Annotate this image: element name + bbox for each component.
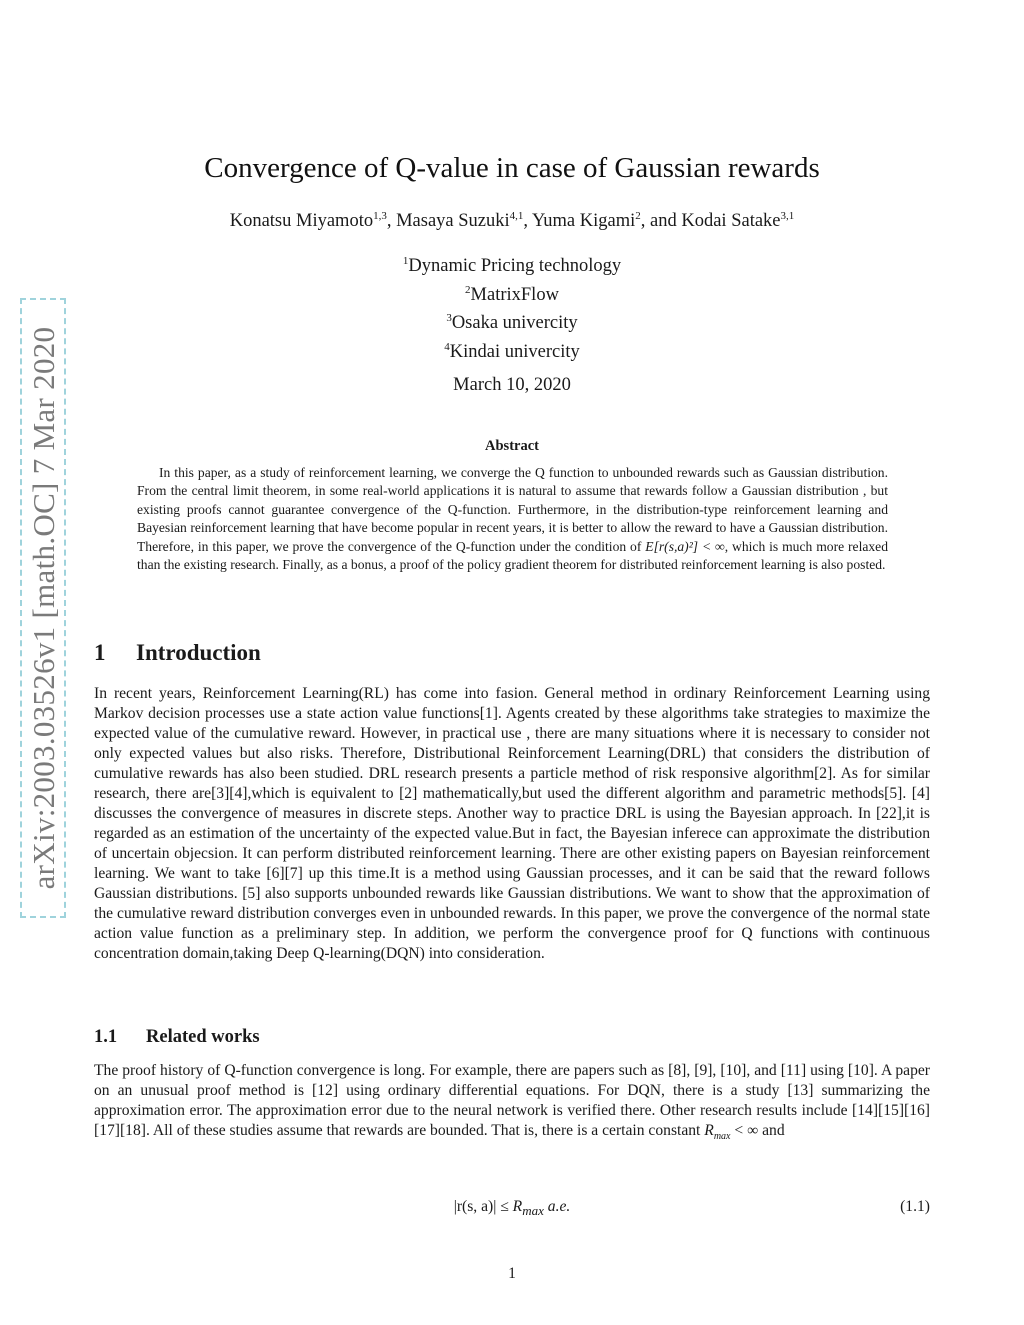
affiliation: $^2$MatrixFlow [465,283,559,305]
page-number: 1 [508,1265,516,1282]
introduction-paragraph: In recent years, Reinforcement Learning(RL) has come into fasion. General method in ordinary Reinforcement Learning using Markov decision processes use a state action value functions[1]. Agents created by these algorithms take strategies to maximize the expected value of the cumulative reward. However, in practical use , there are many situations where it is necessary to consider not only expected values but also risks. Therefore, Distributional Reinforcement Learning(DRL) that considers the distribution of cumulative rewards has also been studied. DRL research presents a particle method of risk responsive algorithm[2]. As for similar research, there are[3][4],which is equivalent to [2] mathematically,but used the different algorithm and parametric methods[5]. [4] discusses the convergence of measures in discrete steps. Another way to practice DRL is using the Bayesian approach. In [22],it is regarded as an estimation of the uncertainty of the expected value.But in fact, the Bayesian inferece can approximate the distribution of uncertain objecsion. It can perform distributed reinforcement learning. There are other existing papers on Bayesian reinforcement learning. We want to take [6][7] up this time.It is a method using Gaussian processes, and it can be said that the reward follows Gaussian distributions. [5] also supports unbounded rewards like Gaussian distributions. We want to show that the approximation of the cumulative reward distribution converges even in unbounded rewards. In this paper, we prove the convergence of the normal state action value function as a preliminary step. In addition, we perform the convergence proof for Q functions with continuous concentration domain,taking Deep Q-learning(DQN) into consideration. [94,685,930,962]
section-heading-related-works: 1.1 Related works [94,1027,260,1047]
affiliation-list [0,250,1024,365]
author: Masaya Suzuki$^{4,1}$ [396,210,524,232]
affiliation: $^4$Kindai univercity [444,340,580,363]
arxiv-stamp[interactable]: arXiv:2003.03526v1 [math.OC] 7 Mar 2020 [26,326,61,890]
abstract-text: In this paper, as a study of reinforcement learning, we converge the Q function to unbounded rewards such as Gaussian distribution. From the central limit theorem, in some real-world applications it is natural to assume that rewards follow a Gaussian distribution , but existing proofs cannot guarantee convergence of the Q-function. Furthermore, in the distribution-type reinforcement learning and Bayesian reinforcement learning that have become popular in recent years, it is better to allow the reward to have a Gaussian distribution. Therefore, in this paper, we prove the convergence of the Q-function under the condition of E[r(s,a)²] < ∞, which is much more relaxed than the existing research. Finally, as a bonus, a proof of the policy gradient theorem for distributed reinforcement learning is also posted. [137,465,889,573]
author: Yuma Kigami$^2$ [531,210,641,232]
paper-date: March 10, 2020 [453,375,571,395]
author: Kodai Satake$^{3,1}$ [681,210,795,232]
abstract-heading: Abstract [485,438,539,454]
affiliation: $^1$Dynamic Pricing technology [402,255,622,277]
paper-title: Convergence of Q-value in case of Gaussian rewards [204,152,820,184]
inline-math: $R_{max}$ < ∞ [704,1122,759,1143]
inline-math: E[r(s,a)²] < ∞ [645,538,725,554]
author-list: Konatsu Miyamoto$^{1,3}$, Masaya Suzuki$^{4,1}$, Yuma Kigami$^2$, and Kodai Satake$^{3,1}$ [229,210,795,232]
author: Konatsu Miyamoto$^{1,3}$ [229,210,387,232]
equation-number: (1.1) [900,1198,930,1215]
related-works-paragraph: The proof history of Q-function convergence is long. For example, there are papers such as [8], [9], [10], and [11] using [10]. A paper on an unusual proof method is [12] using ordinary differential equations. For DQN, there is a study [13] summarizing the approximation error. The approximation error due to the neural network is verified there. Other research results include [14][15][16][17][18]. All of these studies assume that rewards are bounded. That is, there is a certain constant $R_{max}$ < ∞ and [94,1062,930,1143]
affiliation: $^3$Osaka univercity [446,312,578,334]
section-heading-introduction: 1 Introduction [94,640,261,665]
equation-body: |r(s, $a)| \le R_{max}$ a.e. [453,1198,571,1219]
